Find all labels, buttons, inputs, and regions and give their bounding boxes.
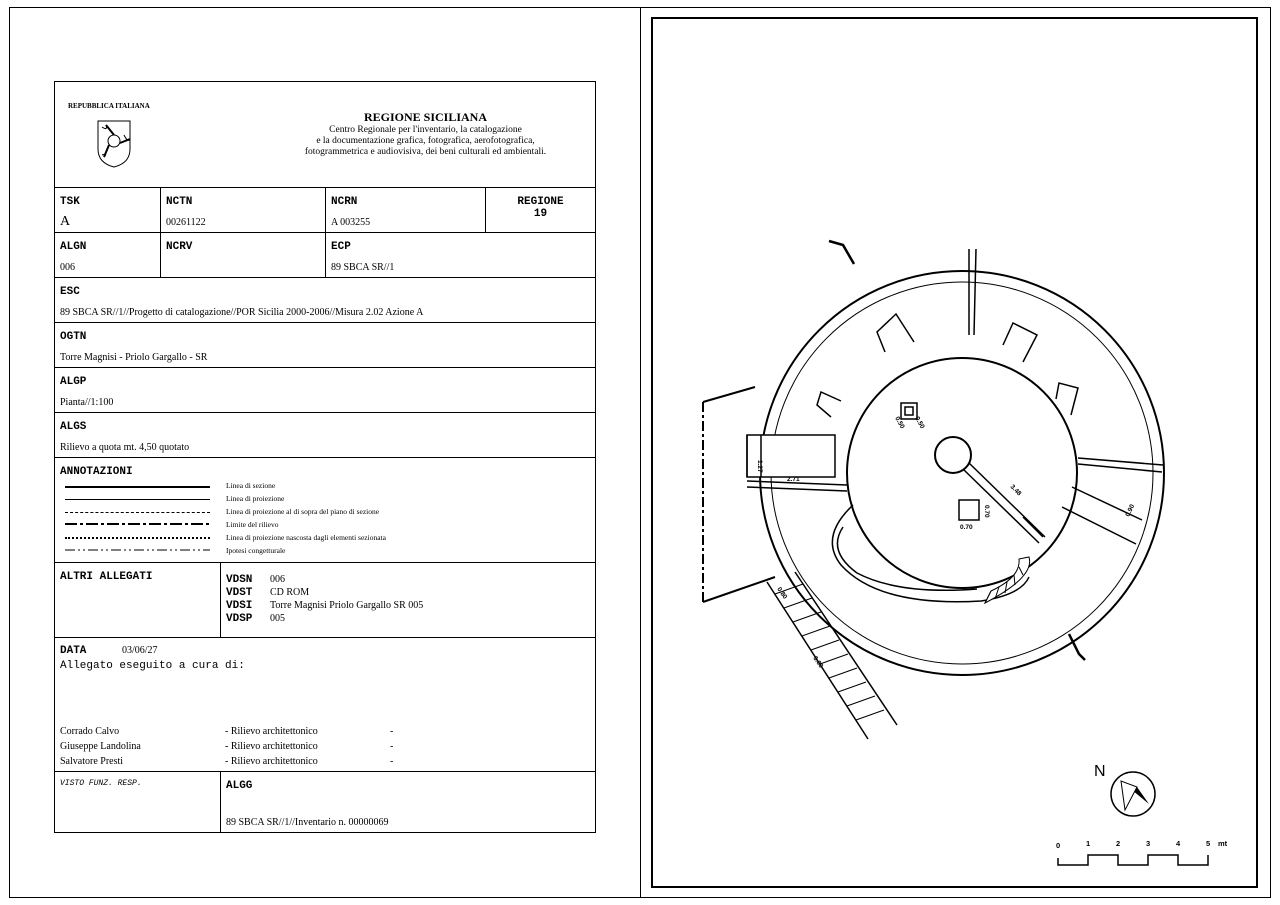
- spiral-stair: [985, 557, 1030, 603]
- field-value: 00261122: [166, 217, 206, 228]
- region-subtitle-line: fotogrammetrica e audiovisiva, dei beni culturali ed ambientali.: [304, 147, 547, 157]
- field-value: Pianta//1:100: [60, 397, 114, 408]
- cell-ncrv: [160, 233, 325, 277]
- dim-label: 2.71: [787, 476, 800, 483]
- row-annotazioni: [55, 458, 595, 563]
- cell-allegati-list: [220, 563, 595, 637]
- legend-hypothesis-line: [65, 548, 210, 552]
- scale-bar: [1056, 839, 1228, 865]
- scale-label: 4: [1176, 839, 1181, 848]
- row-data: [55, 638, 595, 772]
- legend-label: Ipotesi congetturale: [226, 546, 286, 555]
- window-niches: [817, 314, 1078, 417]
- field-code: NCRV: [166, 241, 193, 253]
- person-row: [60, 726, 590, 741]
- row-algs: [55, 413, 595, 458]
- allegato-code: VDSN: [226, 574, 253, 586]
- person-row: [60, 756, 590, 771]
- page-divider: [640, 7, 641, 898]
- row-footer: [55, 772, 595, 832]
- allegato-value: CD ROM: [270, 587, 310, 598]
- legend-label: Linea di proiezione nascosta dagli elementi sezionata: [226, 533, 386, 542]
- cell-ecp: [325, 233, 595, 277]
- field-code: ECP: [331, 241, 351, 253]
- legend-above-line: [65, 512, 210, 513]
- scale-label: 3: [1146, 839, 1151, 848]
- person-extra: -: [390, 726, 394, 737]
- allegato-value: Torre Magnisi Priolo Gargallo SR 005: [270, 600, 424, 611]
- legend-hidden-line: [65, 537, 210, 539]
- field-code: ALTRI ALLEGATI: [60, 571, 153, 583]
- dim-label: 0.90: [1124, 503, 1137, 518]
- visto-label: VISTO FUNZ. RESP.: [60, 779, 142, 788]
- cell-algg: [220, 772, 595, 832]
- region-subtitle: [283, 125, 568, 158]
- field-code: ALGG: [226, 780, 253, 792]
- central-passage: [963, 463, 1045, 543]
- field-value: 89 SBCA SR//1: [331, 262, 395, 273]
- dim-label: 0.70: [983, 505, 990, 518]
- field-value: A: [60, 214, 71, 229]
- field-code: ALGN: [60, 241, 87, 253]
- person-name: Corrado Calvo: [60, 726, 120, 737]
- person-role: - Rilievo architettonico: [225, 741, 318, 752]
- data-value: 03/06/27: [122, 645, 158, 656]
- scale-unit: mt: [1218, 839, 1228, 848]
- people-list: [60, 726, 590, 771]
- person-name: Salvatore Presti: [60, 756, 124, 767]
- row-allegati: [55, 563, 595, 638]
- legend-label: Limite del rilievo: [226, 520, 279, 529]
- cell-allegati-title: [55, 563, 220, 637]
- row-tsk: [55, 188, 595, 233]
- legend-projection-line: [65, 499, 210, 500]
- field-value: Torre Magnisi - Priolo Gargallo - SR: [60, 352, 208, 363]
- field-code: REGIONE: [517, 196, 564, 208]
- field-value: 89 SBCA SR//1//Progetto di catalogazione//POR Sicilia 2000-2006//Misura 2.02 Azione A: [60, 307, 424, 318]
- row-ogtn: [55, 323, 595, 368]
- field-code: NCTN: [166, 196, 193, 208]
- region-subtitle-line: e la documentazione grafica, fotografica, aerofotografica,: [316, 136, 535, 146]
- legend-section-line: [65, 486, 210, 488]
- row-algp: [55, 368, 595, 413]
- person-name: Giuseppe Landolina: [60, 741, 141, 752]
- person-role: - Rilievo architettonico: [225, 756, 318, 767]
- field-code: TSK: [60, 196, 80, 208]
- field-code: DATA: [60, 645, 87, 657]
- field-code: ESC: [60, 286, 80, 298]
- field-code: OGTN: [60, 331, 87, 343]
- outer-buttress: [703, 387, 775, 602]
- field-value: 89 SBCA SR//1//Inventario n. 00000069: [226, 817, 389, 828]
- allegato-code: VDSP: [226, 613, 253, 625]
- cell-algn: [55, 233, 160, 277]
- region-subtitle-line: Centro Regionale per l'inventario, la catalogazione: [329, 125, 522, 135]
- legend-label: Linea di proiezione: [226, 494, 285, 503]
- row-algn: [55, 233, 595, 278]
- tower-plan-drawing: [651, 17, 1258, 888]
- field-code: ALGS: [60, 421, 87, 433]
- dim-label: 0.50: [913, 415, 926, 430]
- card-header: [55, 82, 595, 188]
- data-caption: Allegato eseguito a cura di:: [60, 660, 245, 672]
- north-label: N: [1094, 763, 1106, 780]
- dim-label: 6.00: [811, 655, 825, 670]
- scale-label: 0: [1056, 841, 1061, 850]
- field-value: Rilievo a quota mt. 4,50 quotato: [60, 442, 190, 453]
- dim-label: 0.80: [775, 586, 789, 601]
- dim-label: 3.48: [1008, 483, 1023, 498]
- person-extra: -: [390, 741, 394, 752]
- scale-label: 2: [1116, 839, 1121, 848]
- allegato-code: VDST: [226, 587, 253, 599]
- allegato-value: 006: [270, 574, 285, 585]
- person-row: [60, 741, 590, 756]
- region-title: REGIONE SICILIANA: [363, 110, 488, 124]
- scale-label: 5: [1206, 839, 1211, 848]
- field-value: A 003255: [331, 217, 371, 228]
- dim-label: 0.70: [960, 524, 973, 531]
- person-role: - Rilievo architettonico: [225, 726, 318, 737]
- allegato-item: [226, 569, 595, 586]
- field-value: 19: [533, 208, 548, 220]
- allegato-value: 005: [270, 613, 285, 624]
- cell-nctn: [160, 188, 325, 232]
- row-esc: [55, 278, 595, 323]
- field-code: NCRN: [331, 196, 358, 208]
- cell-regione: [485, 188, 595, 232]
- dim-label: 0.50: [893, 415, 906, 430]
- dim-label: 1.27: [756, 460, 763, 473]
- legend-label: Linea di sezione: [226, 481, 276, 490]
- allegato-item: [226, 595, 595, 612]
- field-value: 006: [60, 262, 75, 273]
- legend-limit-line: [65, 522, 210, 526]
- person-extra: -: [390, 756, 394, 767]
- legend-label: Linea di proiezione al di sopra del piano di sezione: [226, 507, 380, 516]
- central-column: [935, 437, 971, 473]
- field-code: ANNOTAZIONI: [60, 466, 133, 478]
- scale-label: 1: [1086, 839, 1091, 848]
- field-code: ALGP: [60, 376, 87, 388]
- cell-ncrn: [325, 188, 485, 232]
- republic-label: REPUBBLICA ITALIANA: [68, 102, 150, 110]
- catalogue-card: [54, 81, 596, 833]
- allegato-item: [226, 582, 595, 599]
- north-arrow-icon: [1094, 763, 1155, 816]
- inner-core: [847, 358, 1077, 588]
- cell-tsk: [55, 188, 160, 232]
- allegato-code: VDSI: [226, 600, 253, 612]
- cell-visto: [55, 772, 220, 832]
- sicily-emblem-icon: [94, 119, 134, 169]
